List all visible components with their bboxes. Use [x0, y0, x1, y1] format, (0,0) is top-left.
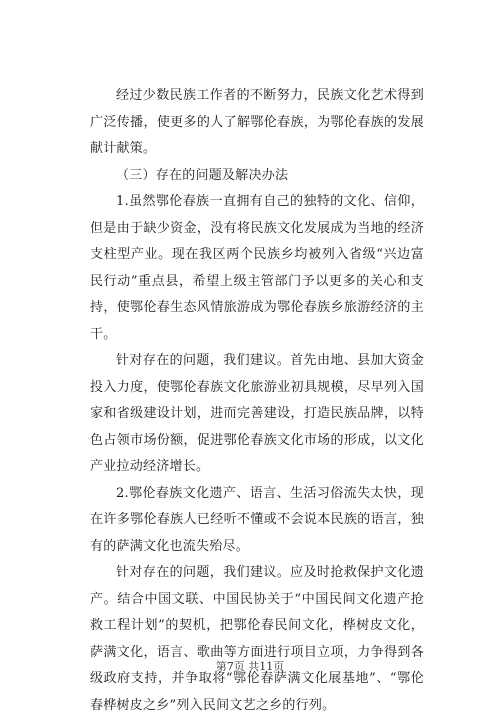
paragraph-3: 针对存在的问题，我们建议。首先由地、县加大资金投入力度，使鄂伦春族文化旅游业初具规模，尽早列入国家和省级建设计划，进而完善建设，打造民族品牌，以特色占领市场份额，促进鄂伦春族文化市场的形成，以文化产业拉动经济增长。 — [90, 353, 424, 474]
document-body — [90, 83, 424, 719]
section-heading: （三）存在的问题及解决办法 — [116, 167, 289, 183]
paragraph-4: 2.鄂伦春族文化遗产、语言、生活习俗流失太快，现在许多鄂伦春族人已经听不懂或不会说本民族的语言，独有的萨满文化也流失殆尽。 — [90, 485, 424, 554]
page-footer: 第7页 共11页 — [215, 660, 285, 673]
paragraph-5: 针对存在的问题，我们建议。应及时抢救保护文化遗产。结合中国文联、中国民协关于“中国民间文化遗产抢救工程计划”的契机，把鄂伦春民间文化，桦树皮文化，萨满文化，语言、歌曲等方面进行项目立项，力争得到各级政府支持，并争取将“鄂伦春萨满文化展基地”、“鄂伦春桦树皮之乡”列入民间文艺之乡的行列。 — [90, 565, 424, 713]
paragraph-2: 1.虽然鄂伦春族一直拥有自己的独特的文化、信仰，但是由于缺少资金，没有将民族文化发展成为当地的经济支柱型产业。现在我区两个民族乡均被列入省级“兴边富民行动”重点县，希望上级主管部门予以更多的关心和支持，使鄂伦春生态风情旅游成为鄂伦春族乡旅游经济的主干。 — [90, 194, 424, 342]
paragraph-1: 经过少数民族工作者的不断努力，民族文化艺术得到广泛传播，使更多的人了解鄂伦春族，为鄂伦春族的发展献计献策。 — [90, 88, 424, 156]
